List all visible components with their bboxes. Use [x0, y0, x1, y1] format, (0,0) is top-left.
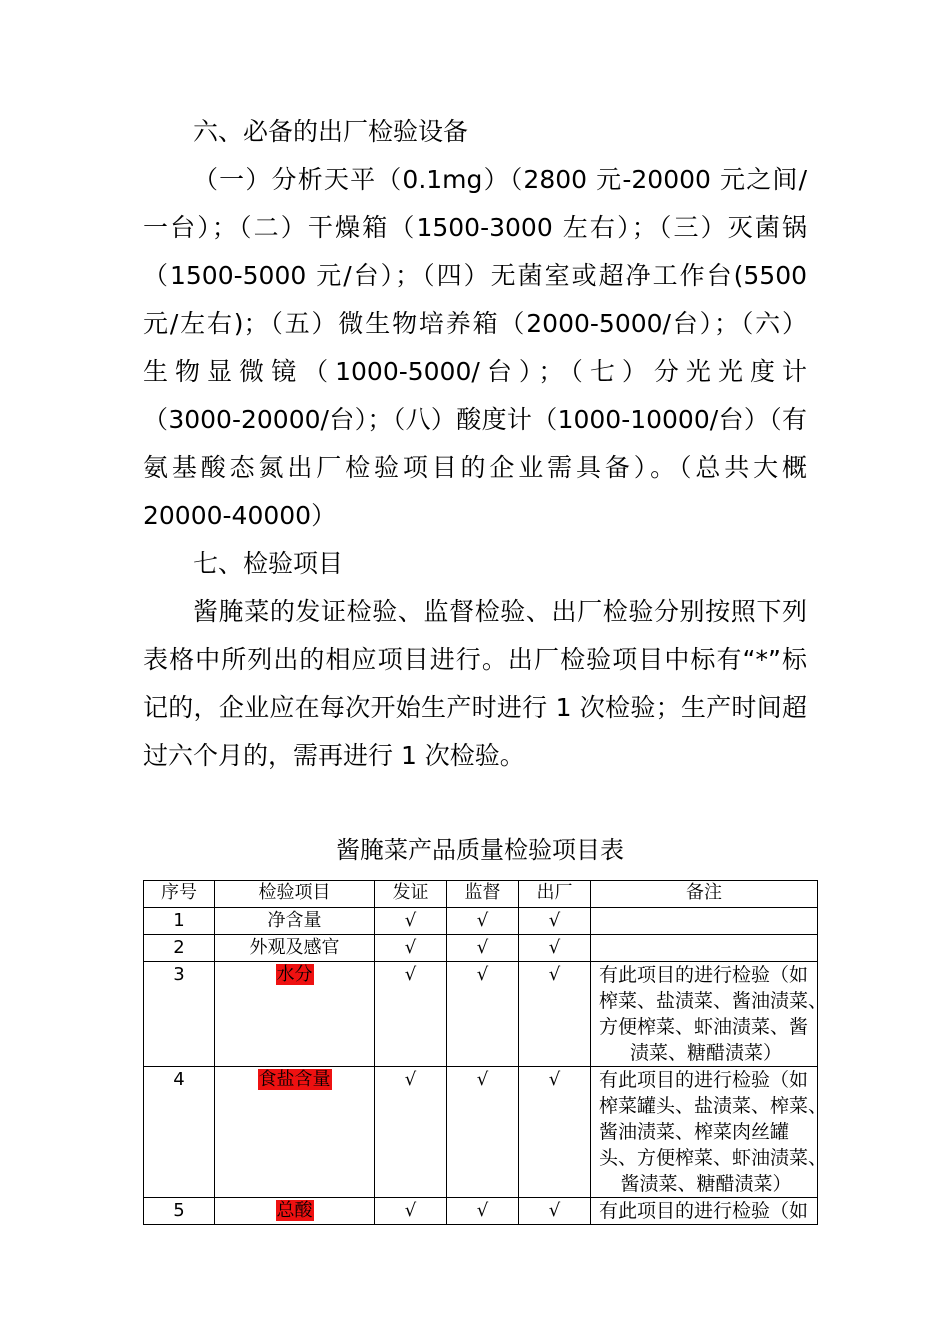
paragraph-line: 酱腌菜的发证检验、监督检验、出厂检验分别按照下列 [193, 597, 807, 626]
cell-cert: √ [375, 908, 447, 935]
table-header-row [144, 881, 818, 908]
table-row [144, 908, 818, 935]
cell-note [591, 935, 818, 962]
header-supervise: 监督 [447, 881, 519, 908]
cell-supervise: √ [447, 1198, 519, 1225]
cell-no: 4 [144, 1067, 215, 1198]
cell-supervise: √ [447, 962, 519, 1067]
cell-cert: √ [375, 1198, 447, 1225]
equipment-paragraph [143, 156, 807, 540]
paragraph-line: （1500-5000 元/台）；（四）无菌室或超净工作台(5500 [143, 261, 807, 290]
cell-factory: √ [519, 908, 591, 935]
note-line: 方便榨菜、虾油渍菜、酱 [599, 1016, 809, 1038]
paragraph-line: 表格中所列出的相应项目进行。出厂检验项目中标有“*”标 [143, 645, 807, 674]
table-row [144, 1198, 818, 1225]
paragraph-line: 一台）；（二）干燥箱（1500-3000 左右）；（三）灭菌锅 [143, 213, 807, 242]
cell-no: 2 [144, 935, 215, 962]
paragraph-line: （一）分析天平（0.1mg）（2800 元-20000 元之间/ [193, 165, 807, 194]
header-no: 序号 [144, 881, 215, 908]
header-note: 备注 [591, 881, 818, 908]
paragraph-line: 生物显微镜（1000-5000/台）；（七）分光光度计 [143, 357, 807, 386]
note-line: 有此项目的进行检验（如 [599, 964, 809, 986]
note-line: 榨菜、盐渍菜、酱油渍菜、 [599, 990, 828, 1012]
paragraph-line: （3000-20000/台）；（八）酸度计（1000-10000/台）（有 [143, 405, 807, 434]
cell-item [215, 1198, 375, 1225]
section-7-heading: 七、检验项目 [193, 549, 344, 578]
note-line: 酱油渍菜、榨菜肉丝罐 [599, 1121, 790, 1143]
paragraph-line: 元/左右)；（五）微生物培养箱（2000-5000/台）；（六） [143, 309, 807, 338]
paragraph-line: 氨基酸态氮出厂检验项目的企业需具备）。（总共大概 [143, 453, 807, 482]
cell-note [591, 908, 818, 935]
cell-no: 5 [144, 1198, 215, 1225]
table-row [144, 962, 818, 1067]
cell-cert: √ [375, 1067, 447, 1198]
header-factory: 出厂 [519, 881, 591, 908]
cell-supervise: √ [447, 908, 519, 935]
cell-note [591, 1198, 818, 1225]
header-item: 检验项目 [215, 881, 375, 908]
cell-supervise: √ [447, 1067, 519, 1198]
cell-item: 外观及感官 [215, 935, 375, 962]
note-line: 榨菜罐头、盐渍菜、榨菜、 [599, 1095, 828, 1117]
inspection-items-table [143, 880, 828, 1225]
paragraph-line: 20000-40000） [143, 501, 337, 530]
table-title: 酱腌菜产品质量检验项目表 [336, 836, 624, 864]
inspection-paragraph [143, 588, 807, 780]
cell-note [591, 962, 828, 1067]
cell-cert: √ [375, 962, 447, 1067]
header-cert: 发证 [375, 881, 447, 908]
note-line: 渍菜、糖醋渍菜） [629, 1042, 782, 1064]
note-line: 有此项目的进行检验（如 [599, 1200, 809, 1222]
cell-factory: √ [519, 1067, 591, 1198]
table-row [144, 935, 818, 962]
cell-item [215, 1067, 375, 1198]
cell-note [591, 1067, 828, 1198]
cell-factory: √ [519, 1198, 591, 1225]
note-line: 酱渍菜、糖醋渍菜） [620, 1173, 792, 1195]
note-line: 有此项目的进行检验（如 [599, 1069, 809, 1091]
section-6-heading: 六、必备的出厂检验设备 [193, 117, 469, 146]
paragraph-line: 过六个月的，需再进行 1 次检验。 [143, 741, 525, 770]
cell-factory: √ [519, 962, 591, 1067]
note-line: 头、方便榨菜、虾油渍菜、 [599, 1147, 828, 1169]
cell-factory: √ [519, 935, 591, 962]
cell-cert: √ [375, 935, 447, 962]
highlighted-item: 水分 [276, 964, 313, 985]
paragraph-line: 记的，企业应在每次开始生产时进行 1 次检验；生产时间超 [143, 693, 807, 722]
cell-item: 净含量 [215, 908, 375, 935]
highlighted-item: 总酸 [276, 1200, 313, 1221]
cell-item [215, 962, 375, 1067]
highlighted-item: 食盐含量 [258, 1069, 331, 1090]
table-row [144, 1067, 818, 1198]
cell-no: 1 [144, 908, 215, 935]
cell-supervise: √ [447, 935, 519, 962]
cell-no: 3 [144, 962, 215, 1067]
